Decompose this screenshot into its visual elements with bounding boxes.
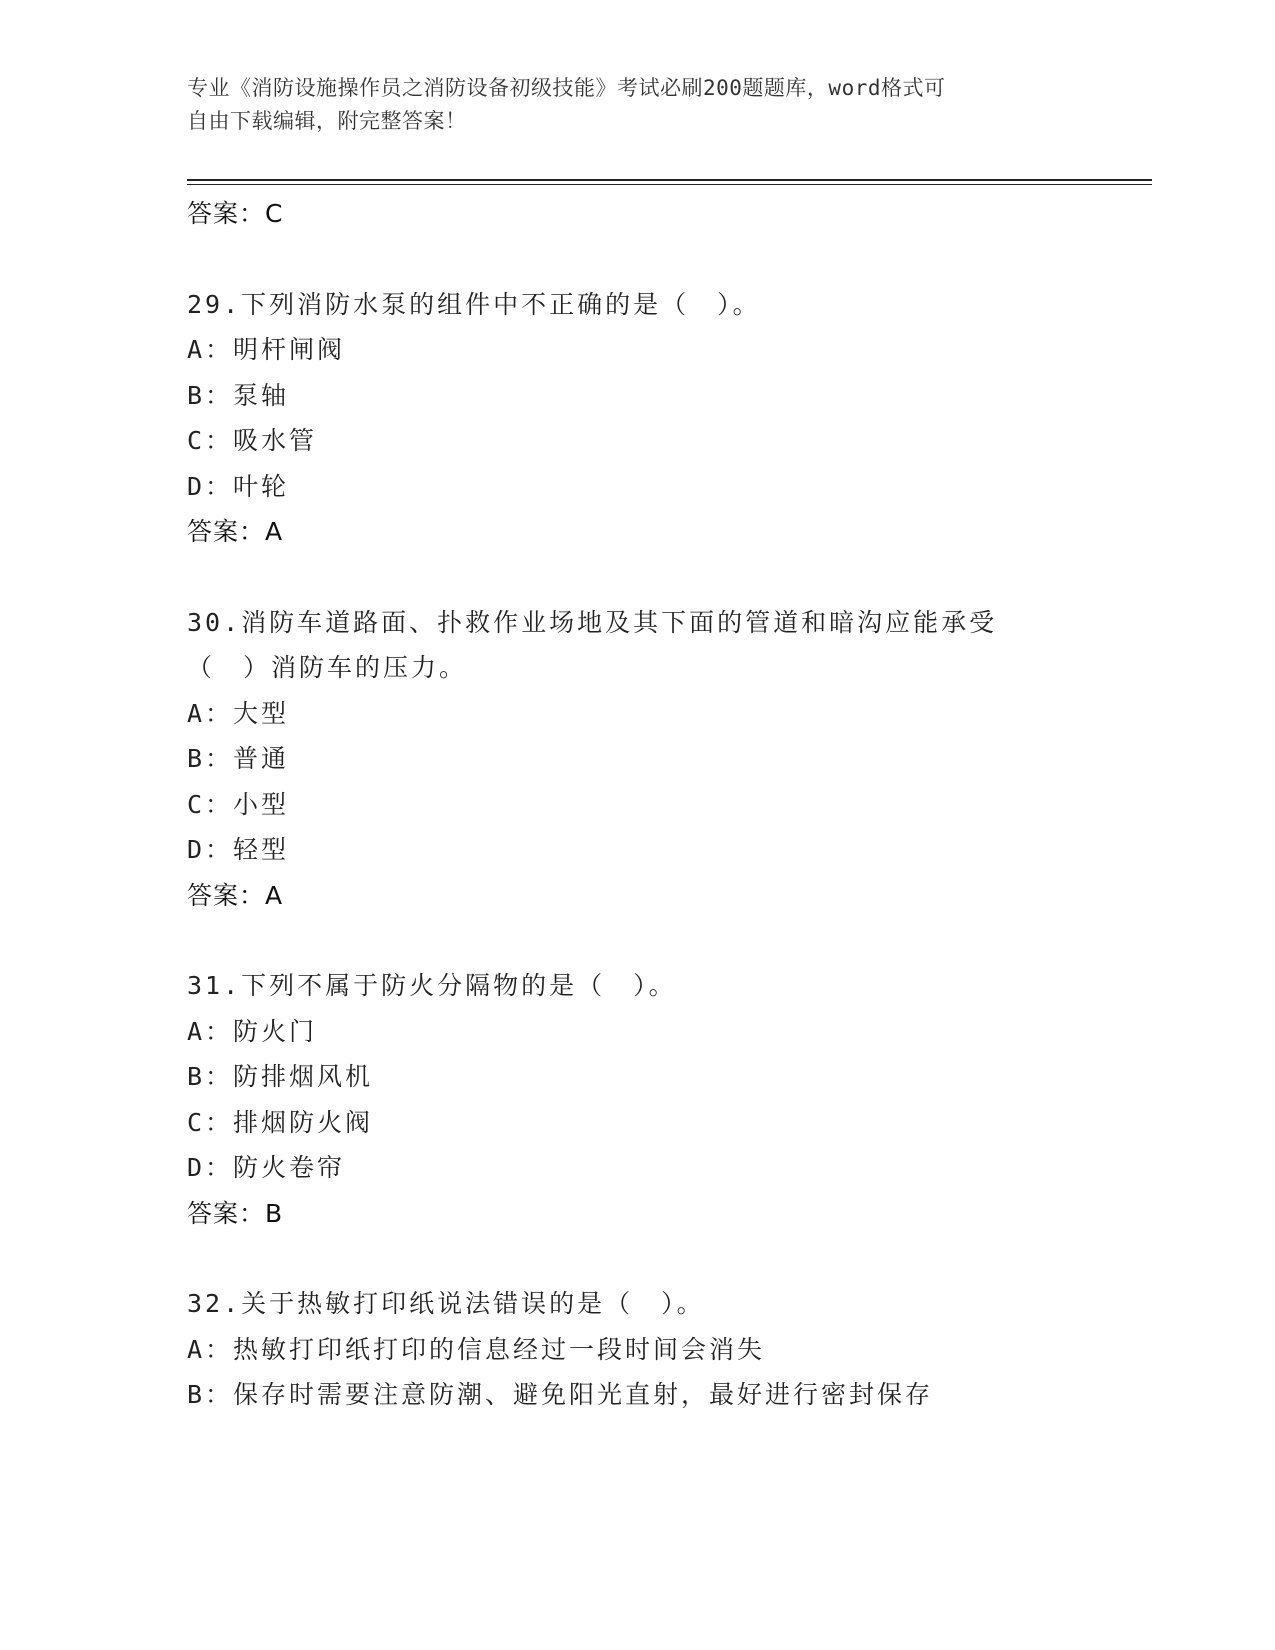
option-c: C：吸水管 [187, 426, 318, 455]
option-b: B：防排烟风机 [187, 1062, 374, 1091]
header-divider-thick [187, 179, 1152, 181]
option-c: C：排烟防火阀 [187, 1107, 374, 1137]
option-d: D：叶轮 [187, 471, 290, 501]
option-d: D：防火卷帘 [187, 1153, 346, 1182]
question-stem: 30.消防车道路面、扑救作业场地及其下面的管道和暗沟应能承受（ ）消防车的压力。 [187, 607, 998, 682]
answer-label: 答案：B [187, 1198, 284, 1228]
header-line-1: 专业《消防设施操作员之消防设备初级技能》考试必刷200题题库，word格式可 [187, 76, 946, 100]
option-b: B：普通 [187, 744, 290, 773]
question-stem: 32.关于热敏打印纸说法错误的是（ ）。 [187, 1289, 705, 1318]
answer-label: 答案：C [187, 199, 284, 228]
document-body [187, 191, 1137, 1418]
option-a: A：明杆闸阀 [187, 335, 346, 364]
question-32 [187, 1281, 1137, 1418]
header-line-2: 自由下载编辑，附完整答案！ [187, 109, 467, 133]
question-31 [187, 963, 1137, 1236]
option-a: A：热敏打印纸打印的信息经过一段时间会消失 [187, 1334, 766, 1364]
option-c: C：小型 [187, 789, 290, 819]
question-stem: 29.下列消防水泵的组件中不正确的是（ ）。 [187, 289, 761, 319]
option-b: B：保存时需要注意防潮、避免阳光直射，最好进行密封保存 [187, 1380, 934, 1409]
answer-label: 答案：A [187, 880, 284, 910]
option-a: A：大型 [187, 698, 290, 728]
option-b: B：泵轴 [187, 380, 290, 410]
question-stem: 31.下列不属于防火分隔物的是（ ）。 [187, 971, 677, 1000]
option-d: D：轻型 [187, 835, 290, 864]
question-29 [187, 282, 1137, 555]
header-divider-thin [187, 184, 1152, 185]
answer-label: 答案：A [187, 517, 284, 546]
question-30 [187, 600, 1137, 919]
option-a: A：防火门 [187, 1016, 318, 1046]
document-header [187, 72, 1087, 138]
